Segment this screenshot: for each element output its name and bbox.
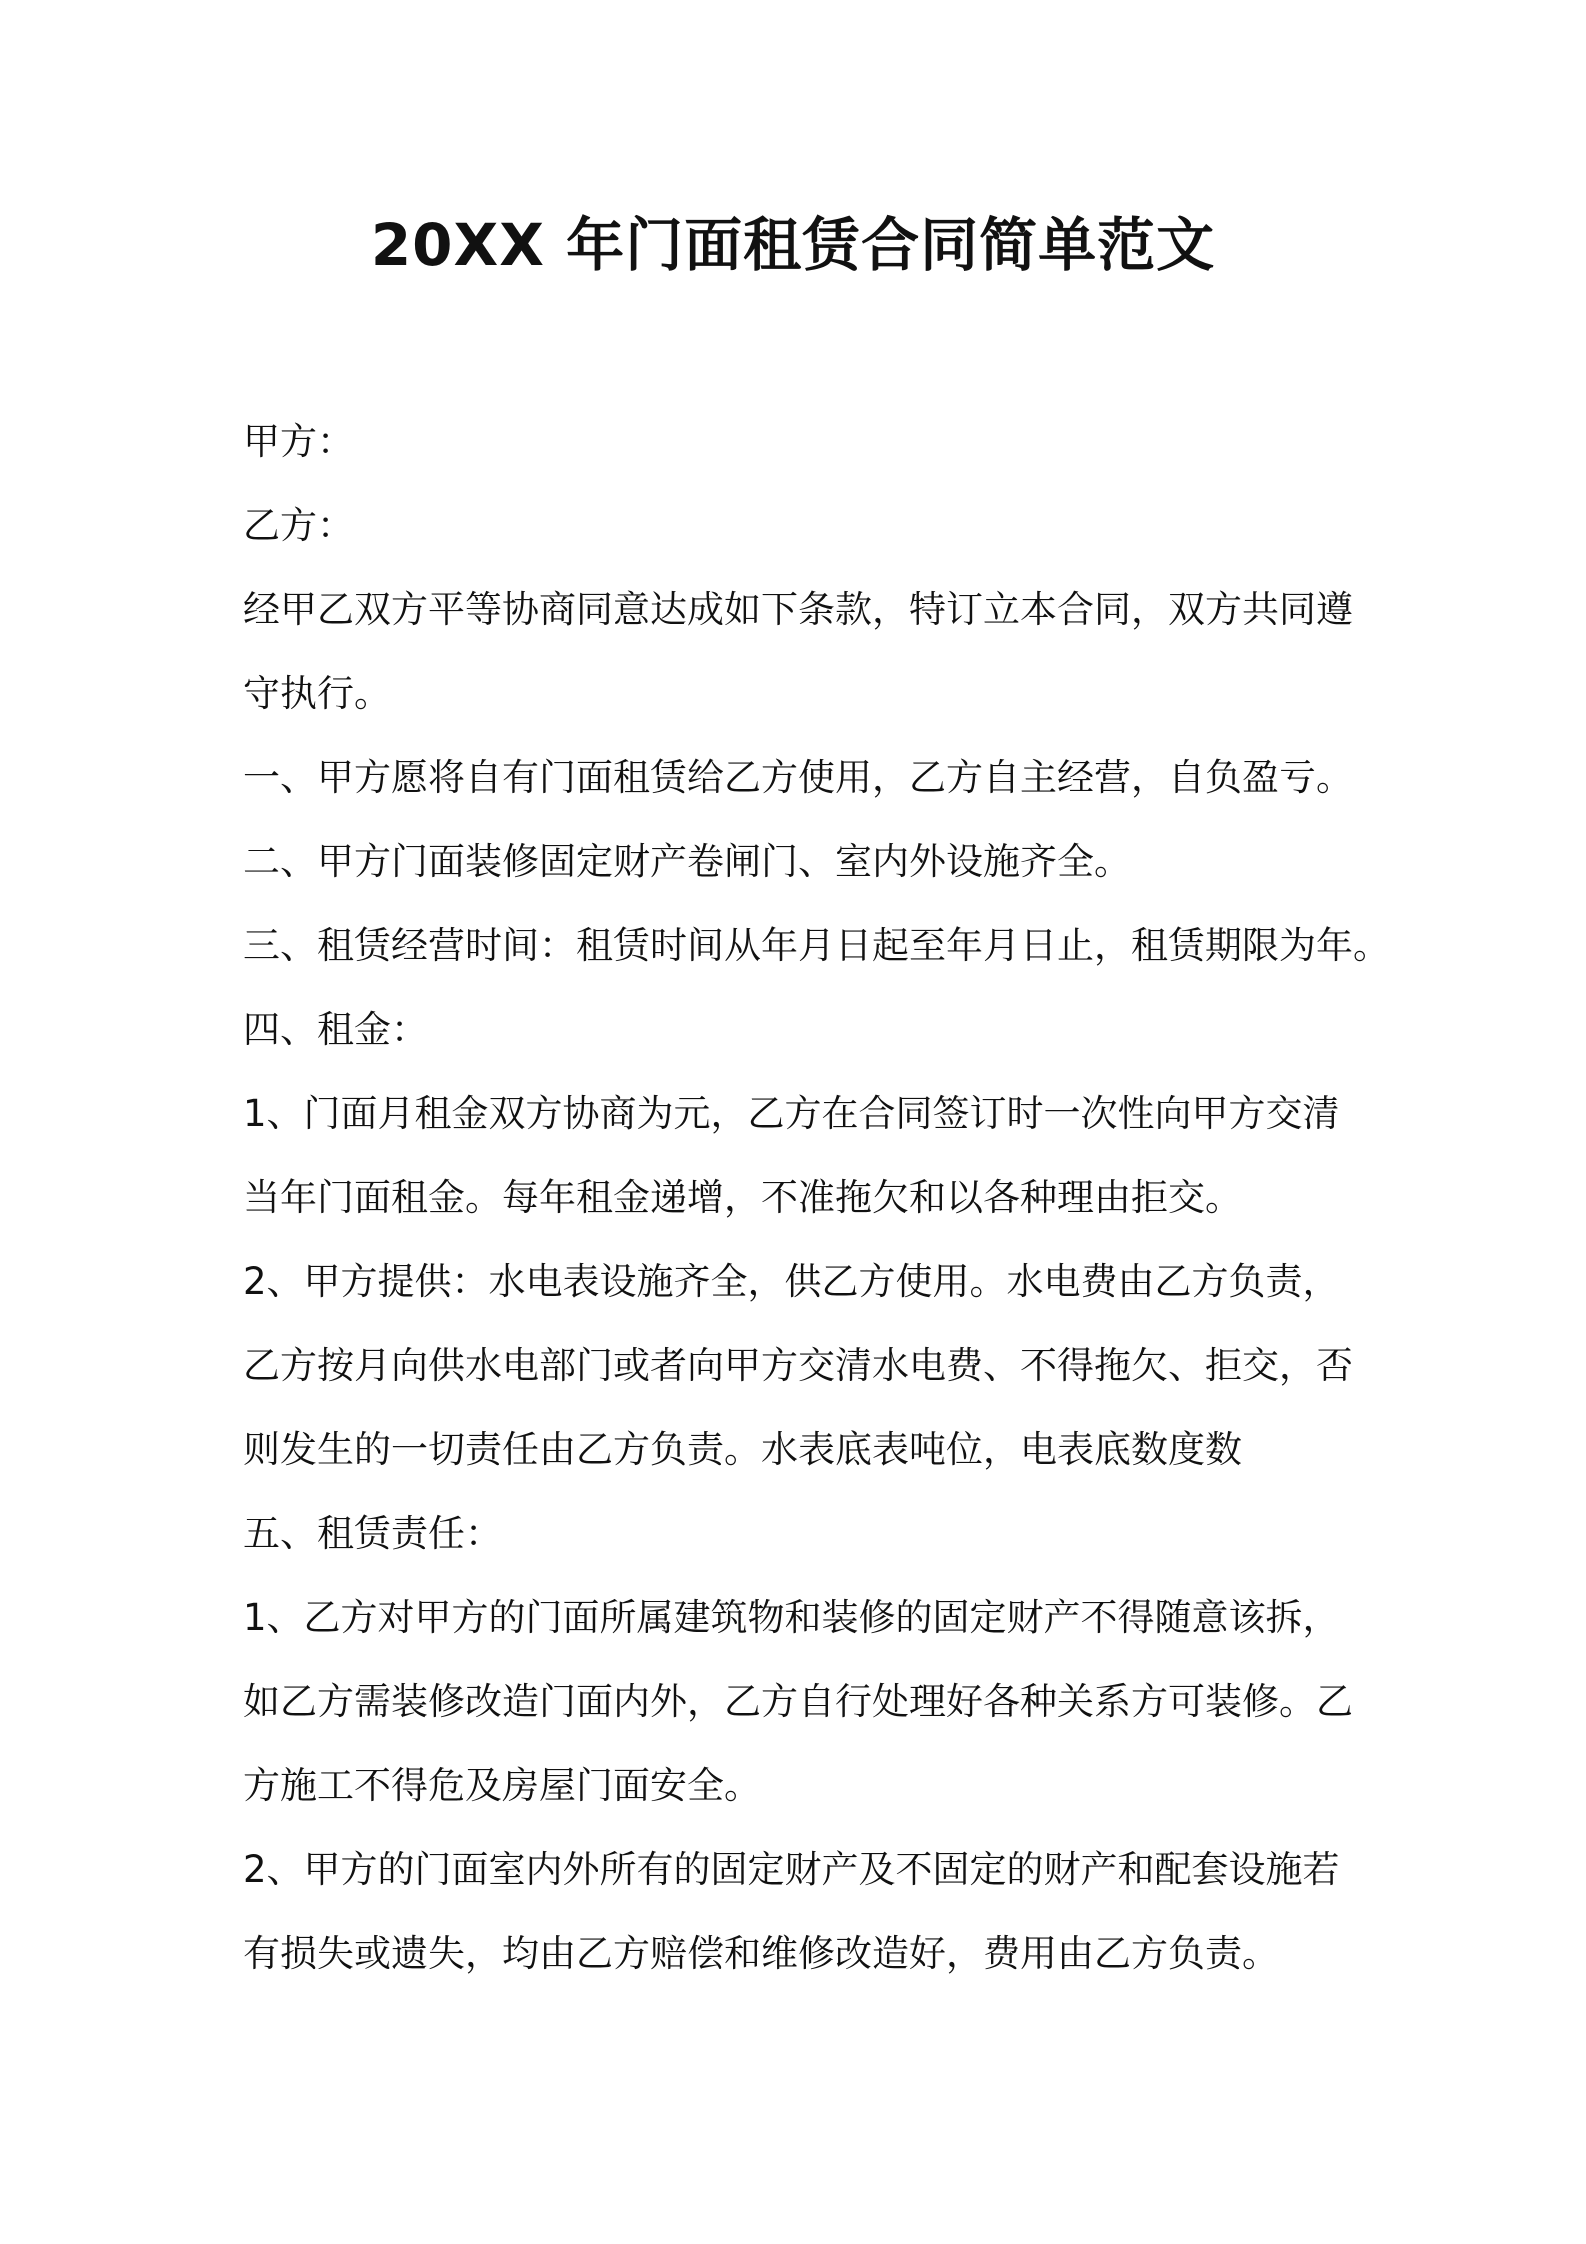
clause-1-line: 一、甲方愿将自有门面租赁给乙方使用，乙方自主经营，自负盈亏。 [243, 756, 1353, 799]
body-line: 经甲乙双方平等协商同意达成如下条款，特订立本合同，双方共同遵 [243, 588, 1353, 631]
body-line: 1、门面月租金双方协商为元，乙方在合同签订时一次性向甲方交清 [243, 1092, 1340, 1135]
body-line: 2、甲方提供：水电表设施齐全，供乙方使用。水电费由乙方负责， [243, 1260, 1340, 1303]
body-line: 当年门面租金。每年租金递增，不准拖欠和以各种理由拒交。 [243, 1176, 1242, 1219]
body-line: 如乙方需装修改造门面内外，乙方自行处理好各种关系方可装修。乙 [243, 1680, 1353, 1723]
body-line: 守执行。 [243, 672, 391, 715]
body-line: 1、乙方对甲方的门面所属建筑物和装修的固定财产不得随意该拆， [243, 1596, 1340, 1639]
party-a-line: 甲方： [243, 420, 354, 463]
clause-3-line: 三、租赁经营时间：租赁时间从年月日起至年月日止，租赁期限为年。 [243, 924, 1390, 967]
document-title: 20XX 年门面租赁合同简单范文 [370, 211, 1216, 279]
body-line: 方施工不得危及房屋门面安全。 [243, 1764, 761, 1807]
document-body [243, 400, 1390, 1996]
clause-4-heading: 四、租金： [243, 1008, 428, 1051]
clause-5-heading: 五、租赁责任： [243, 1512, 502, 1555]
clause-2-line: 二、甲方门面装修固定财产卷闸门、室内外设施齐全。 [243, 840, 1131, 883]
body-line: 2、甲方的门面室内外所有的固定财产及不固定的财产和配套设施若 [243, 1848, 1340, 1891]
body-line: 乙方按月向供水电部门或者向甲方交清水电费、不得拖欠、拒交，否 [243, 1344, 1353, 1387]
party-b-line: 乙方： [243, 504, 354, 547]
body-line: 有损失或遗失，均由乙方赔偿和维修改造好，费用由乙方负责。 [243, 1932, 1279, 1975]
body-line: 则发生的一切责任由乙方负责。水表底表吨位，电表底数度数 [243, 1428, 1242, 1471]
